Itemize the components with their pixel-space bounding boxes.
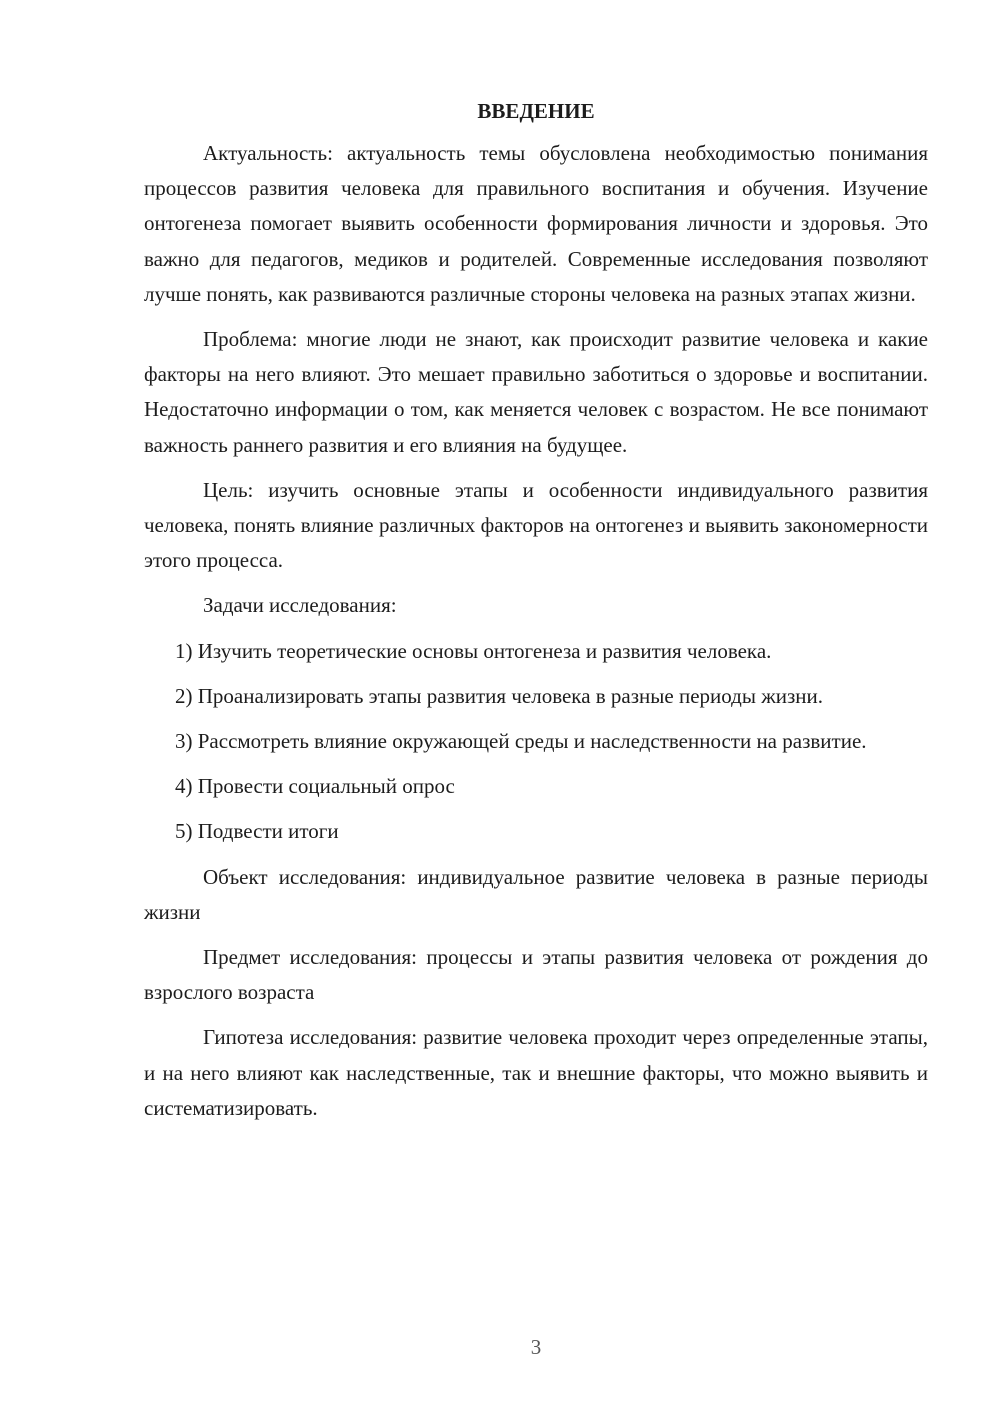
hypothesis-paragraph: Гипотеза исследования: развитие человека проходит через определенные этапы, и на него влияют как наследственные, так и внешние факторы, что можно выявить и систематизировать. [144, 1025, 928, 1120]
task-item-5: 5) Подвести итоги [175, 819, 339, 844]
section-title: ВВЕДЕНИЕ [477, 99, 595, 123]
goal-paragraph: Цель: изучить основные этапы и особенности индивидуального развития человека, понять влияние различных факторов на онтогенез и выявить закономерности этого процесса. [144, 477, 928, 573]
page-content [144, 96, 928, 1136]
problem-paragraph: Проблема: многие люди не знают, как происходит развитие человека и какие факторы на него влияют. Это мешает правильно заботиться о здоровье и воспитании. Недостаточно информации о том, как меняется человек с возрастом. Не все понимают важность раннего развития и его влияния на будущее. [144, 327, 928, 457]
tasks-heading: Задачи исследования: [203, 593, 397, 618]
task-item-3: 3) Рассмотреть влияние окружающей среды и наследственности на развитие. [175, 729, 867, 754]
task-item-2: 2) Проанализировать этапы развития человека в разные периоды жизни. [175, 683, 823, 708]
subject-paragraph: Предмет исследования: процессы и этапы развития человека от рождения до взрослого возраста [144, 945, 928, 1005]
object-paragraph: Объект исследования: индивидуальное развитие человека в разные периоды жизни [144, 864, 928, 924]
relevance-paragraph: Актуальность: актуальность темы обусловлена необходимостью понимания процессов развития человека для правильного воспитания и обучения. Изучение онтогенеза помогает выявить особенности формирования личности и здоровья. Это важно для педагогов, медиков и родителей. Современные исследования позволяют лучше понять, как развиваются различные стороны человека на разных этапах жизни. [144, 141, 928, 306]
task-item-1: 1) Изучить теоретические основы онтогенеза и развития человека. [175, 638, 772, 663]
task-item-4: 4) Провести социальный опрос [175, 774, 455, 799]
page-number: 3 [530, 1335, 542, 1359]
